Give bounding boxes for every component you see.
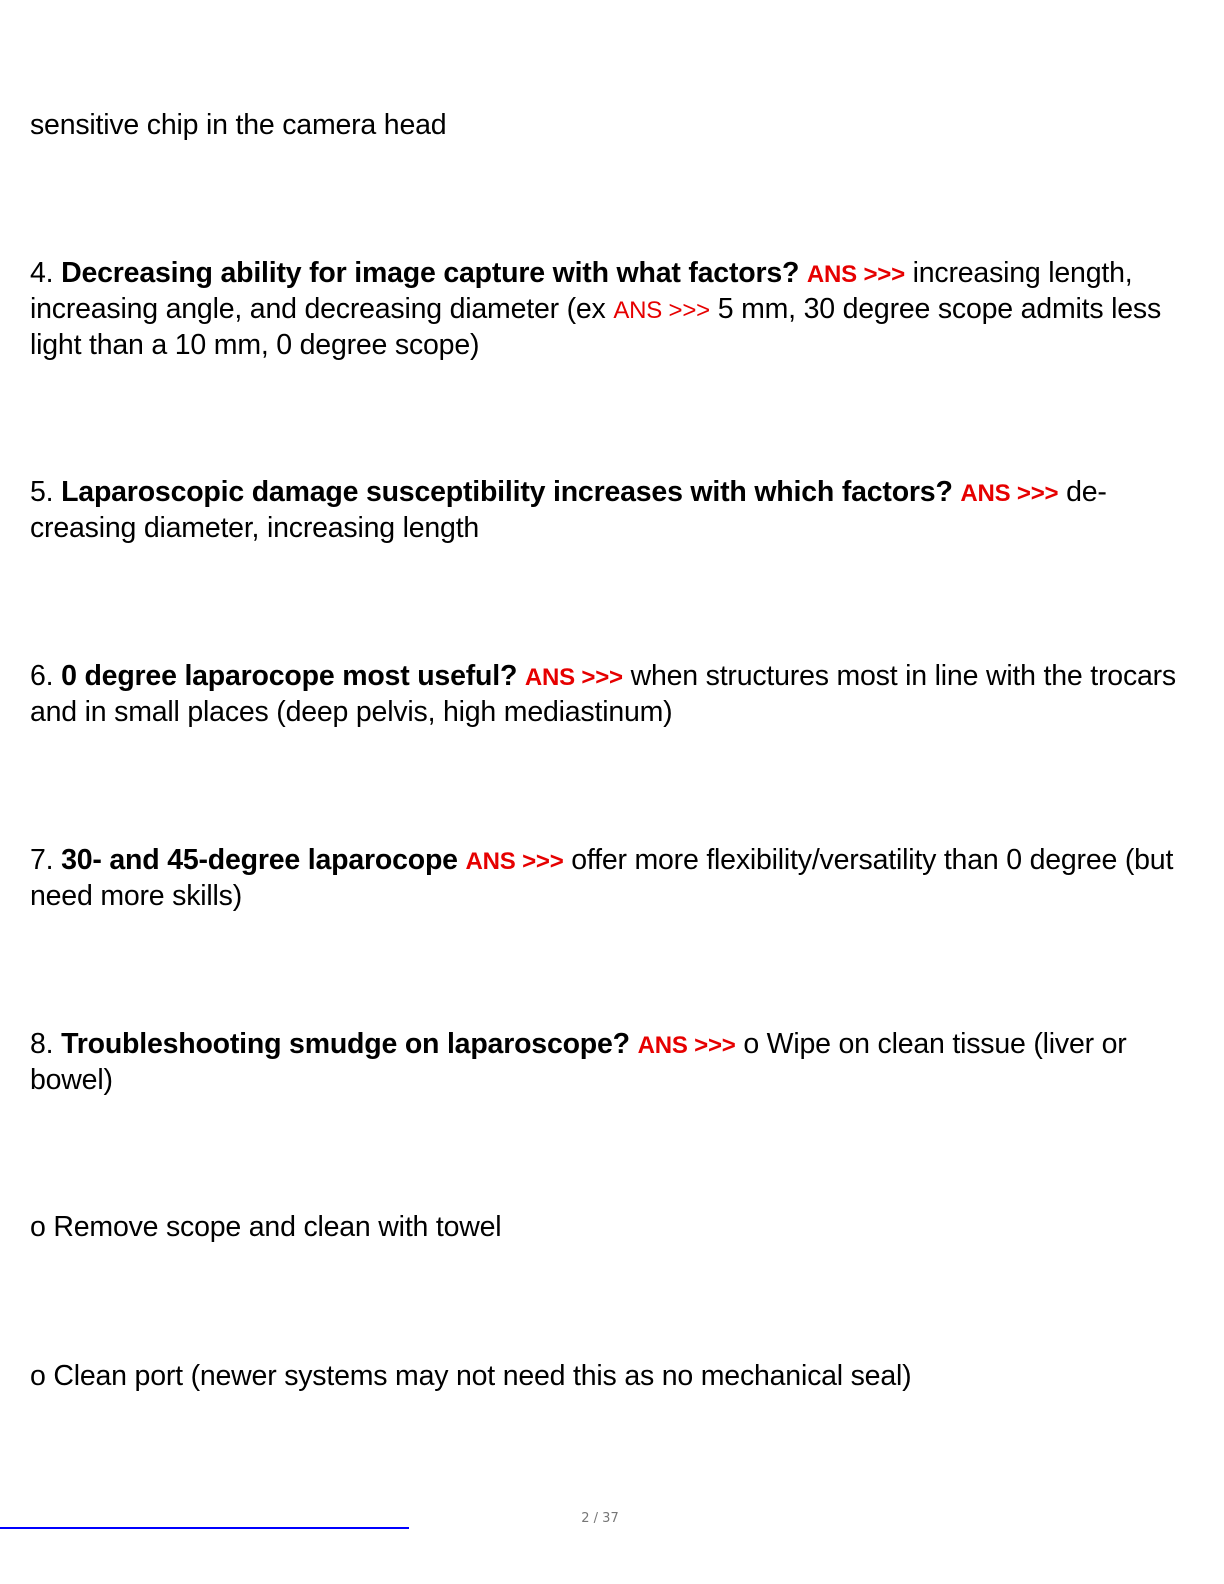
answer-marker: ANS >>> — [465, 848, 564, 875]
question-text: Troubleshooting smudge on laparoscope? — [61, 1028, 630, 1060]
question-number: 7. — [30, 844, 54, 876]
question-number: 5. — [30, 476, 54, 508]
question-text: Laparoscopic damage susceptibility increases with which factors? — [61, 476, 953, 508]
question-number: 6. — [30, 660, 54, 692]
answer-marker: ANS >>> — [806, 261, 905, 288]
footer-divider-line — [0, 1527, 409, 1529]
question-6 — [30, 659, 1190, 730]
paragraph-text: o Remove scope and clean with towel — [30, 1211, 502, 1243]
answer-marker-inline: ANS >>> — [613, 297, 710, 324]
answer-marker: ANS >>> — [637, 1032, 736, 1059]
text-block-continuation — [30, 108, 1190, 143]
page-number: 2 / 37 — [581, 1511, 619, 1526]
answer-text: offer more flexibility/versatility than 0 degree (but need more skills) — [30, 844, 1174, 912]
answer-marker: ANS >>> — [960, 480, 1059, 507]
paragraph-text: sensitive chip in the camera head — [30, 109, 447, 141]
answer-marker: ANS >>> — [524, 664, 623, 691]
question-7 — [30, 843, 1190, 914]
question-5 — [30, 475, 1190, 546]
question-text: Decreasing ability for image capture with what factors? — [61, 257, 800, 289]
question-8 — [30, 1027, 1190, 1098]
answer-text: de- creasing diameter, increasing length — [30, 476, 1107, 544]
question-text: 30- and 45-degree laparocope — [61, 844, 458, 876]
question-text: 0 degree laparocope most useful? — [61, 660, 518, 692]
answer-text: increasing length, increasing angle, and decreasing diameter (ex — [30, 257, 1133, 325]
bullet-clean-port — [30, 1359, 1190, 1394]
answer-text: when structures most in line with the trocars and in small places (deep pelvis, high mediastinum) — [30, 660, 1176, 728]
answer-text: o Wipe on clean tissue (liver or bowel) — [30, 1028, 1127, 1096]
paragraph-text: o Clean port (newer systems may not need this as no mechanical seal) — [30, 1360, 912, 1392]
question-number: 8. — [30, 1028, 54, 1060]
answer-text-continued: 5 mm, 30 degree scope admits less light than a 10 mm, 0 degree scope) — [30, 293, 1161, 361]
bullet-remove-scope — [30, 1210, 1190, 1245]
question-4 — [30, 256, 1190, 363]
question-number: 4. — [30, 257, 54, 289]
